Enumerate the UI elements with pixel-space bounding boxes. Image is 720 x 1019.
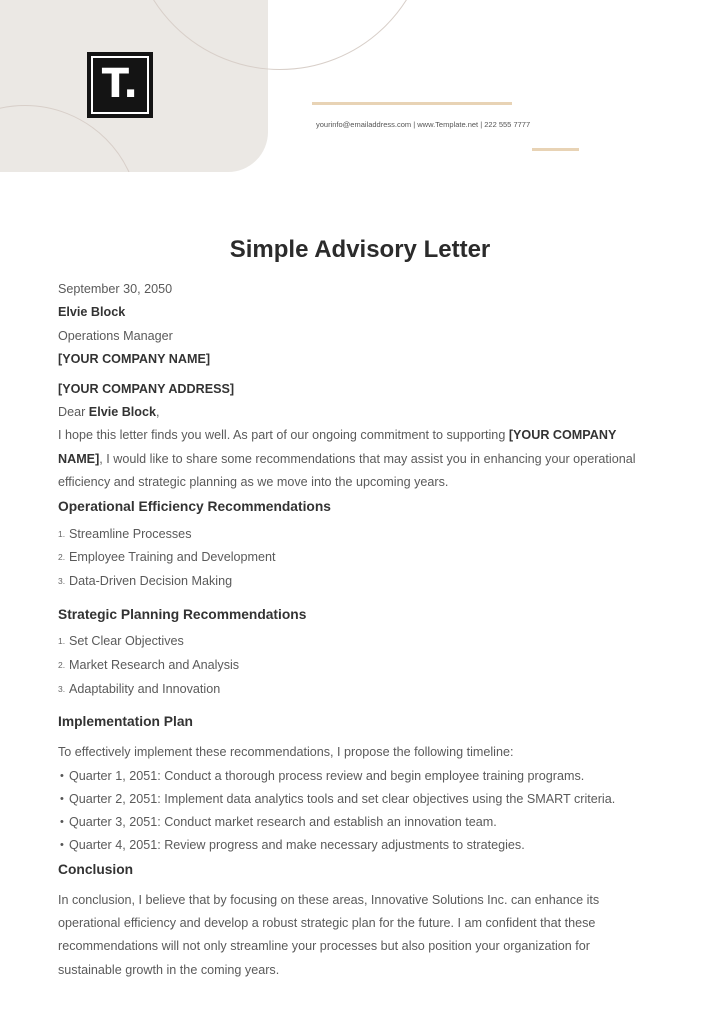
accent-rule-top — [312, 102, 512, 105]
list-item — [58, 570, 648, 594]
recipient-company: [YOUR COMPANY NAME] — [58, 352, 211, 367]
intro-company: [YOUR COMPANY NAME] — [58, 428, 617, 466]
section-heading-conclusion: Conclusion — [58, 861, 134, 877]
salutation-prefix: Dear — [58, 405, 89, 420]
letter-date: September 30, 2050 — [58, 282, 173, 296]
list-item — [58, 546, 648, 570]
intro-text-2: , I would like to share some recommendations that may assist you in enhancing your operational efficiency and strategic planning as we move into the upcoming years. — [58, 451, 636, 490]
list-number: 1. — [58, 528, 66, 539]
recipient-address: [YOUR COMPANY ADDRESS] — [58, 381, 235, 396]
list-item-text: Employee Training and Development — [69, 550, 276, 565]
letter-title: Simple Advisory Letter — [229, 236, 491, 263]
list-number: 2. — [58, 659, 66, 670]
accent-rule-bottom — [532, 148, 579, 151]
intro-text-1: I hope this letter finds you well. As part of our ongoing commitment to supporting — [58, 428, 509, 443]
list-item-text: Set Clear Objectives — [69, 634, 184, 649]
list-number: 1. — [58, 636, 66, 647]
salutation-suffix: , — [156, 405, 160, 420]
salutation-name: Elvie Block — [88, 405, 156, 420]
contact-info: yourinfo@emailaddress.com | www.Template.net | 222 555 7777 — [316, 120, 531, 129]
letterhead — [0, 0, 720, 172]
salutation — [58, 401, 648, 424]
list-item — [58, 523, 648, 547]
list-item-text: Data-Driven Decision Making — [69, 574, 233, 589]
list-item-text: Market Research and Analysis — [69, 657, 240, 672]
list-number: 2. — [58, 552, 66, 563]
list-item-text: Adaptability and Innovation — [69, 681, 221, 696]
section-heading-implementation: Implementation Plan — [58, 714, 193, 730]
section-heading-operational: Operational Efficiency Recommendations — [58, 498, 331, 514]
implementation-intro: To effectively implement these recommendations, I propose the following timeline: — [58, 745, 514, 760]
timeline-item: • Quarter 2, 2051: Implement data analytics tools and set clear objectives using the SMART criteria. — [58, 788, 648, 811]
section-heading-strategic: Strategic Planning Recommendations — [58, 607, 307, 623]
timeline-item: • Quarter 3, 2051: Conduct market research and establish an innovation team. — [58, 811, 648, 834]
list-item — [58, 654, 648, 678]
list-item — [58, 678, 648, 702]
timeline-item: • Quarter 4, 2051: Review progress and make necessary adjustments to strategies. — [58, 834, 648, 857]
logo — [87, 52, 153, 118]
timeline-list — [58, 765, 648, 858]
intro-paragraph — [58, 424, 648, 494]
logo-letter: T. — [101, 61, 139, 107]
list-number: 3. — [58, 683, 66, 694]
letter-body — [58, 278, 648, 982]
recipient-name: Elvie Block — [58, 305, 126, 320]
recipient-position: Operations Manager — [58, 328, 173, 343]
operational-list — [58, 523, 648, 594]
list-number: 3. — [58, 576, 66, 587]
list-item — [58, 630, 648, 654]
conclusion-paragraph: In conclusion, I believe that by focusing on these areas, Innovative Solutions Inc. can enhance its operational efficiency and develop a robust strategic plan for the future. I am confident that these recommendations will not only streamline your processes but also position your organization for sustainable growth in the coming years. — [58, 892, 600, 977]
strategic-list — [58, 630, 648, 701]
timeline-item: • Quarter 1, 2051: Conduct a thorough process review and begin employee training programs. — [58, 765, 648, 788]
list-item-text: Streamline Processes — [69, 526, 192, 541]
